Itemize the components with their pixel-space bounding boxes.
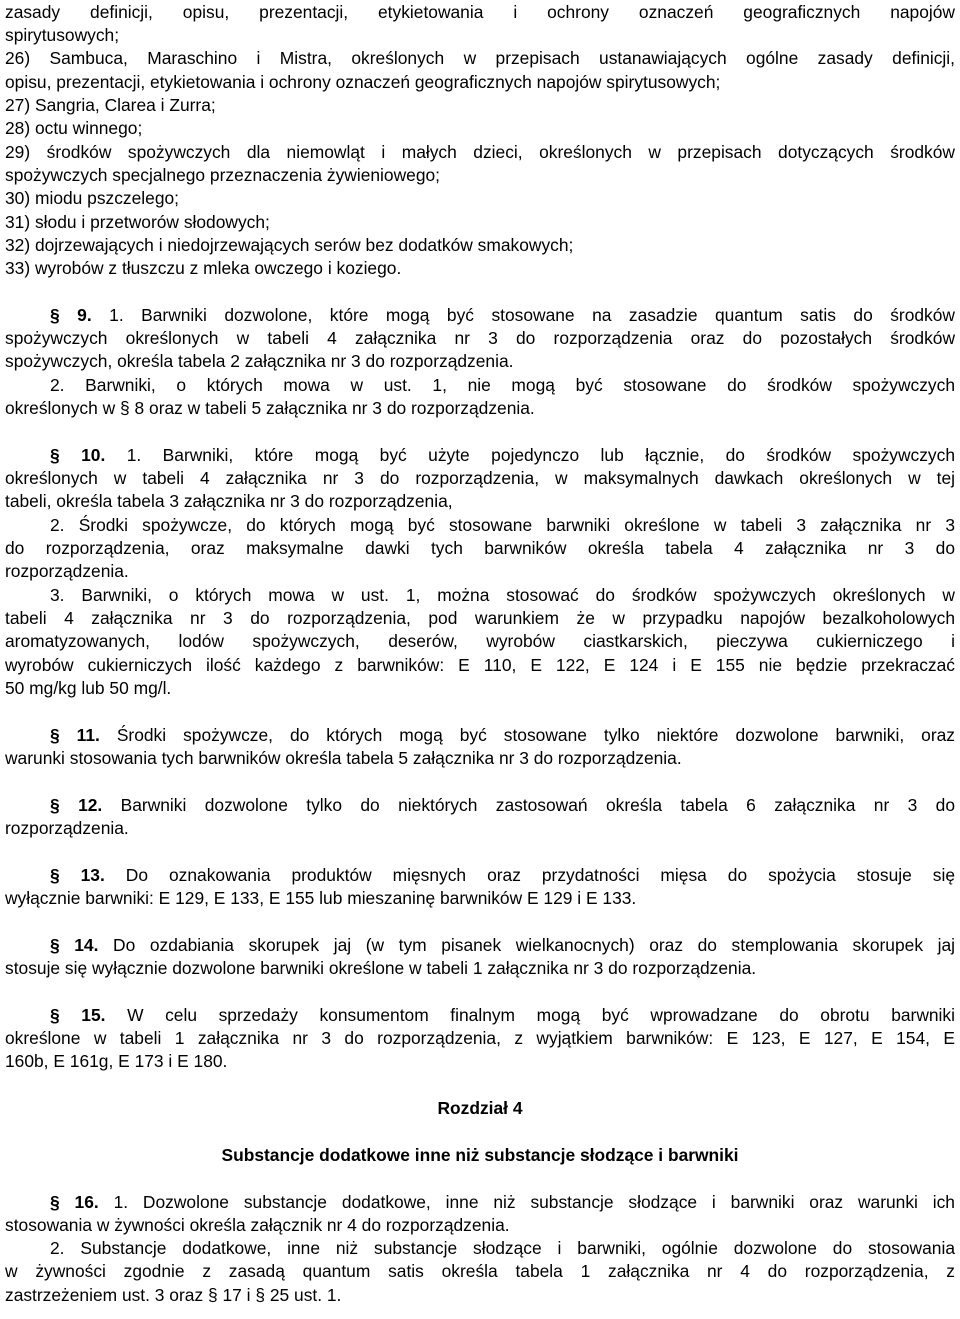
list-line: spożywczych specjalnego przeznaczenia żywieniowego;: [5, 165, 440, 185]
paragraph-14-line: stosuje się wyłącznie dozwolone barwniki określone w tabeli 1 załącznika nr 3 do rozporządzenia.: [5, 958, 757, 978]
paragraph-9-line: spożywczych określonych w tabeli 4 załącznika nr 3 do rozporządzenia oraz do pozostałych środków: [5, 328, 955, 348]
paragraph-16-line: zastrzeżeniem ust. 3 oraz § 17 i § 25 ust. 1.: [5, 1285, 342, 1305]
section-number: § 16.: [50, 1192, 99, 1212]
list-line: opisu, prezentacji, etykietowania i ochrony oznaczeń geograficznych napojów spirytusowych;: [5, 72, 721, 92]
paragraph-9-line: określonych w § 8 oraz w tabeli 5 załącznika nr 3 do rozporządzenia.: [5, 398, 535, 418]
paragraph-12-line: § 12. Barwniki dozwolone tylko do niektórych zastosowań określa tabela 6 załącznika nr 3 do: [50, 795, 955, 815]
section-number: § 11.: [50, 725, 100, 745]
paragraph-10-line: rozporządzenia.: [5, 561, 129, 581]
chapter-subtitle: Substancje dodatkowe inne niż substancje słodzące i barwniki: [221, 1145, 739, 1165]
paragraph-10-line: 50 mg/kg lub 50 mg/l.: [5, 678, 172, 698]
paragraph-16-line: w żywności zgodnie z zasadą quantum satis określa tabela 1 załącznika nr 4 do rozporządzenia, z: [5, 1261, 955, 1281]
list-line: spirytusowych;: [5, 25, 120, 45]
paragraph-15-line: 160b, E 161g, E 173 i E 180.: [5, 1051, 228, 1071]
section-number: § 14.: [50, 935, 99, 955]
list-line: 27) Sangria, Clarea i Zurra;: [5, 95, 216, 115]
paragraph-10-line: tabeli, określa tabela 3 załącznika nr 3 do rozporządzenia,: [5, 491, 453, 511]
paragraph-13-line: § 13. Do oznakowania produktów mięsnych oraz przydatności mięsa do spożycia stosuje się: [50, 865, 955, 885]
paragraph-10-line: określonych w tabeli 4 załącznika nr 3 do rozporządzenia, w maksymalnych dawkach określonych w tej: [5, 468, 955, 488]
list-line: 32) dojrzewających i niedojrzewających serów bez dodatków smakowych;: [5, 235, 574, 255]
paragraph-12-line: rozporządzenia.: [5, 818, 129, 838]
paragraph-15-line: określone w tabeli 1 załącznika nr 3 do rozporządzenia, z wyjątkiem barwników: E 123, E 127, E 154, E: [5, 1028, 955, 1048]
paragraph-10-line: do rozporządzenia, oraz maksymalne dawki tych barwników określa tabela 4 załącznika nr 3 do: [5, 538, 955, 558]
section-number: § 10.: [50, 445, 106, 465]
paragraph-16-line: § 16. 1. Dozwolone substancje dodatkowe, inne niż substancje słodzące i barwniki oraz warunki ich: [50, 1192, 955, 1212]
paragraph-16-line: 2. Substancje dodatkowe, inne niż substancje słodzące i barwniki, ogólnie dozwolone do stosowania: [50, 1238, 955, 1258]
section-number: § 12.: [50, 795, 103, 815]
paragraph-11-line: § 11. Środki spożywcze, do których mogą być stosowane tylko niektóre dozwolone barwniki, oraz: [50, 725, 955, 745]
paragraph-9-line: 2. Barwniki, o których mowa w ust. 1, nie mogą być stosowane do środków spożywczych: [50, 375, 955, 395]
paragraph-10-line: aromatyzowanych, lodów spożywczych, deserów, wyrobów ciastkarskich, pieczywa cukierniczego i: [5, 631, 955, 651]
paragraph-10-line: wyrobów cukierniczych ilość każdego z barwników: E 110, E 122, E 124 i E 155 nie będzie przekraczać: [5, 655, 955, 675]
list-line: 31) słodu i przetworów słodowych;: [5, 212, 270, 232]
list-line: 28) octu winnego;: [5, 118, 143, 138]
section-number: § 15.: [50, 1005, 106, 1025]
paragraph-10-line: 2. Środki spożywcze, do których mogą być stosowane barwniki określone w tabeli 3 załącznika nr 3: [50, 515, 955, 535]
paragraph-9-line: spożywczych, określa tabela 2 załącznika nr 3 do rozporządzenia.: [5, 351, 514, 371]
list-line: zasady definicji, opisu, prezentacji, etykietowania i ochrony oznaczeń geograficznych napojów: [5, 2, 955, 22]
section-number: § 13.: [50, 865, 105, 885]
paragraph-11-line: warunki stosowania tych barwników określa tabela 5 załącznika nr 3 do rozporządzenia.: [5, 748, 682, 768]
list-line: 33) wyrobów z tłuszczu z mleka owczego i koziego.: [5, 258, 402, 278]
paragraph-10-line: 3. Barwniki, o których mowa w ust. 1, można stosować do środków spożywczych określonych w: [50, 585, 955, 605]
paragraph-9-line: § 9. 1. Barwniki dozwolone, które mogą być stosowane na zasadzie quantum satis do środków: [50, 305, 955, 325]
paragraph-10-line: tabeli 4 załącznika nr 3 do rozporządzenia, pod warunkiem że w przypadku napojów bezalkoholowych: [5, 608, 955, 628]
paragraph-16-line: stosowania w żywności określa załącznik nr 4 do rozporządzenia.: [5, 1215, 510, 1235]
list-line: 30) miodu pszczelego;: [5, 188, 179, 208]
section-number: § 9.: [50, 305, 92, 325]
list-line: 29) środków spożywczych dla niemowląt i małych dzieci, określonych w przepisach dotyczących środków: [5, 142, 955, 162]
chapter-title: Rozdział 4: [437, 1098, 523, 1118]
paragraph-10-line: § 10. 1. Barwniki, które mogą być użyte pojedynczo lub łącznie, do środków spożywczych: [50, 445, 955, 465]
paragraph-14-line: § 14. Do ozdabiania skorupek jaj (w tym pisanek wielkanocnych) oraz do stemplowania skorupek jaj: [50, 935, 955, 955]
list-line: 26) Sambuca, Maraschino i Mistra, określonych w przepisach ustanawiających ogólne zasady definicji,: [5, 48, 955, 68]
paragraph-13-line: wyłącznie barwniki: E 129, E 133, E 155 lub mieszaninę barwników E 129 i E 133.: [5, 888, 637, 908]
paragraph-15-line: § 15. W celu sprzedaży konsumentom finalnym mogą być wprowadzane do obrotu barwniki: [50, 1005, 955, 1025]
